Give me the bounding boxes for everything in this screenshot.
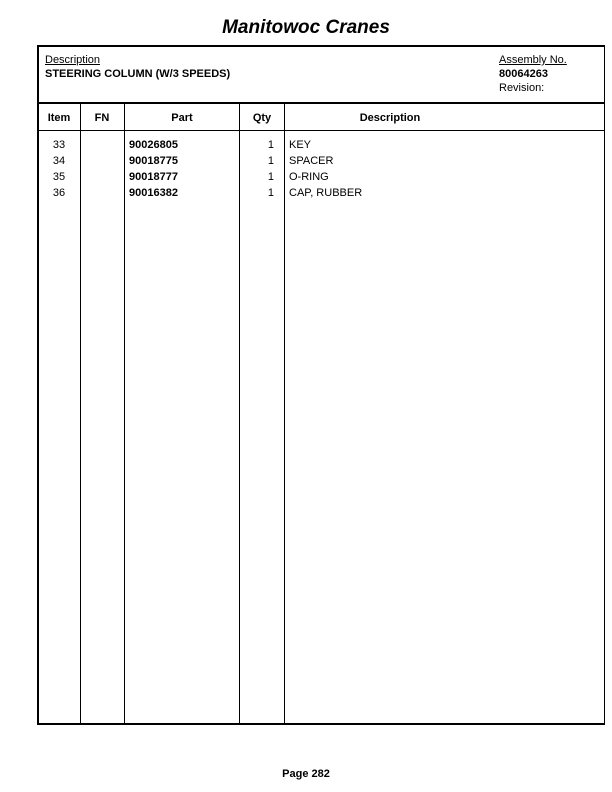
quantity: 1 [267,171,274,183]
quantity: 1 [267,155,274,167]
part-number: 90016382 [129,187,178,199]
item-number: 35 [52,171,66,183]
table-row [39,155,604,171]
part-number: 90026805 [129,139,178,151]
assembly-number: 80064263 [499,68,548,80]
part-number: 90018777 [129,171,178,183]
quantity: 1 [267,139,274,151]
page-number: Page 282 [282,768,330,780]
column-header-description: Description [359,112,421,124]
part-description: SPACER [289,155,334,167]
part-number: 90018775 [129,155,178,167]
revision-label: Revision: [499,82,545,94]
part-description: KEY [289,139,312,151]
description-label: Description [45,54,101,66]
item-number: 36 [52,187,66,199]
column-header-qty: Qty [252,112,272,124]
assembly-header [39,47,604,104]
table-row [39,187,604,203]
table-row [39,171,604,187]
company-title: Manitowoc Cranes [222,17,390,38]
column-header-item: Item [47,112,71,124]
item-number: 34 [52,155,66,167]
part-description: O-RING [289,171,329,183]
column-header-part: Part [171,112,193,124]
parts-list-frame [37,45,605,725]
table-row [39,139,604,155]
assembly-number-label: Assembly No. [499,54,567,66]
quantity: 1 [267,187,274,199]
part-description: CAP, RUBBER [289,187,363,199]
assembly-description: STEERING COLUMN (W/3 SPEEDS) [45,68,231,80]
item-number: 33 [52,139,66,151]
column-header-fn: FN [94,112,110,124]
